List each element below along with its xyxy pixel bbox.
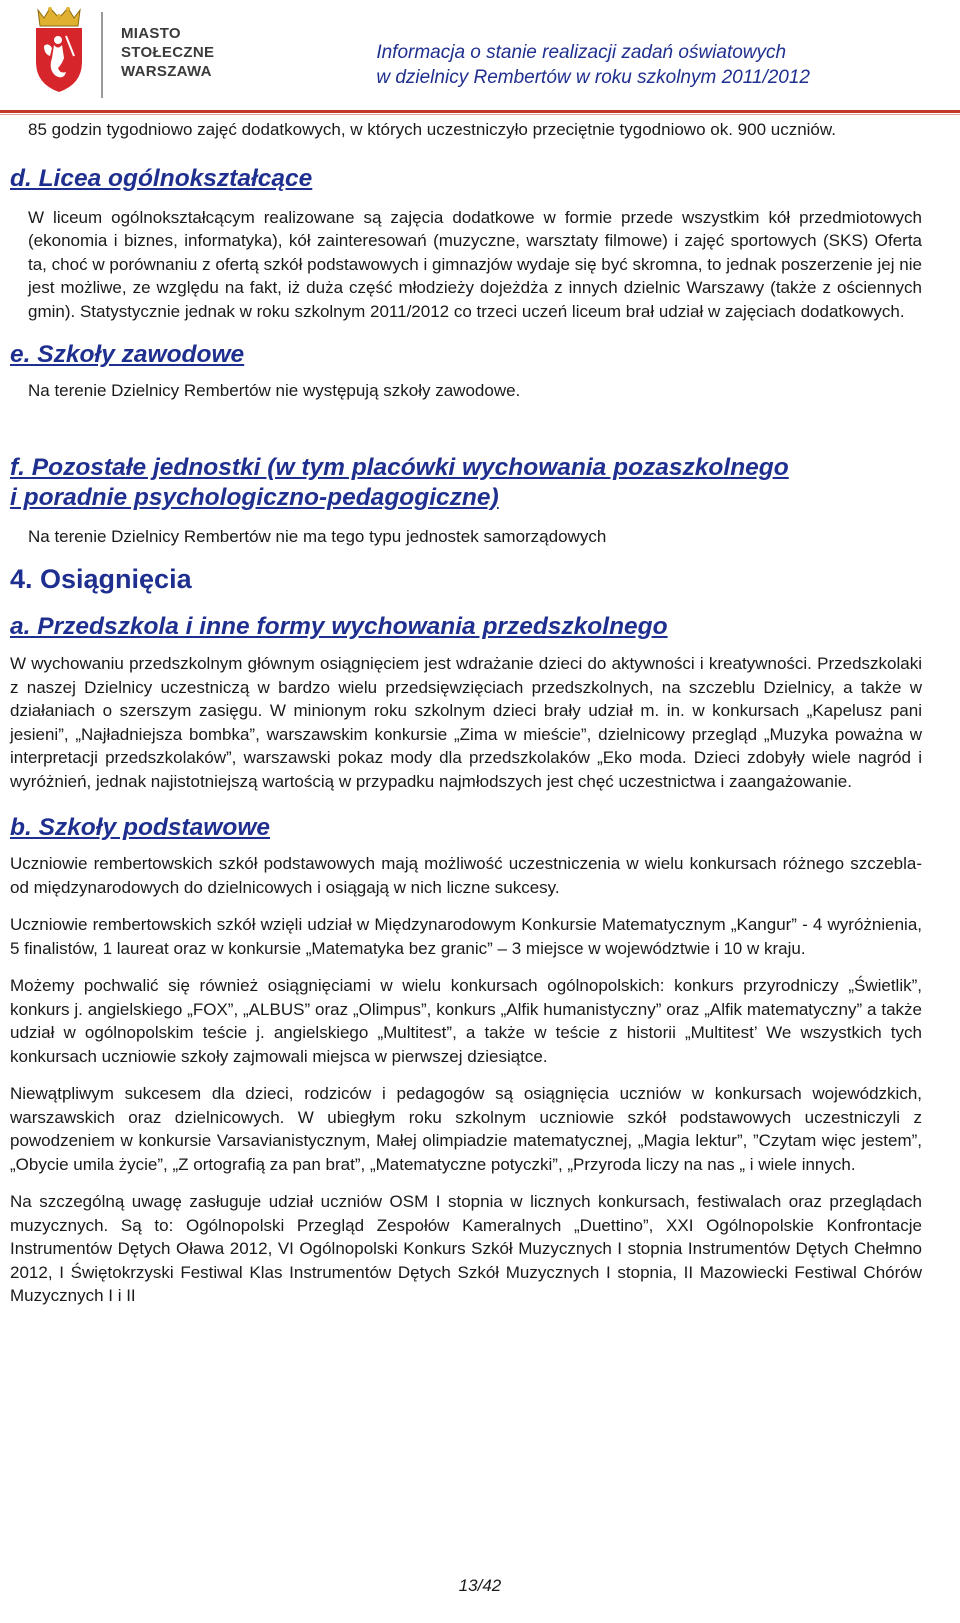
section-d-paragraph: W liceum ogólnokształcącym realizowane są zajęcia dodatkowe w formie przede wszystkim kół przedmiotowych (ekonomia i biznes, informatyka), kół zainteresowań (muzyczne, warsztaty filmowe) i zajęć sportowych (SKS) Oferta ta, choć w porównaniu z ofertą szkół podstawowych i gimnazjów wydaje się być skromna, to jednak poszerzenie jej nie jest możliwe, ze względu na fakt, iż duża część młodzieży dojeżdża z innych dzielnic Warszawy (także z ościennych gmin). Statystycznie jednak w roku szkolnym 2011/2012 co trzeci uczeń liceum brał udział w zajęciach dodatkowych. <box>28 207 922 321</box>
section-b-paragraph-5: Na szczególną uwagę zasługuje udział uczniów OSM I stopnia w licznych konkursach, festiwalach oraz przeglądach muzycznych. Są to: Ogólnopolski Przegląd Zespołów Kameralnych „Duettino”, XXI Ogólnopolskie Konfrontacje Instrumentów Dętych Oława 2012, VI Ogólnopolski Konkurs Szkół Muzycznych I stopnia Instrumentów Dętych Chełmno 2012, I Świętokrzyski Festiwal Klas Instrumentów Dętych Szkół Muzycznych I stopnia, II Mazowiecki Festiwal Chórów Muzycznych I i II <box>10 1192 922 1305</box>
section-d-heading: d. Licea ogólnokształcące <box>10 164 313 192</box>
section-f-heading <box>10 453 922 513</box>
section-b-paragraph-2: Uczniowie rembertowskich szkół wzięli udział w Międzynarodowym Konkursie Matematycznym „Kangur” - 4 wyróżnienia, 5 finalistów, 1 laureat oraz w konkursie „Matematyka bez granic” – 3 miejsce w województwie i 10 w kraju. <box>10 915 922 958</box>
page-content <box>10 118 922 1308</box>
section-b-paragraph-1: Uczniowie rembertowskich szkół podstawowych mają możliwość uczestniczenia w wielu konkursach różnego szczebla- od międzynarodowych do dzielnicowych i osiągają w nich liczne sukcesy. <box>10 854 922 897</box>
section-a-heading: a. Przedszkola i inne formy wychowania przedszkolnego <box>10 613 668 640</box>
document-title <box>376 40 810 90</box>
document-title-line-1: Informacja o stanie realizacji zadań oświatowych <box>376 42 787 63</box>
logo-divider <box>101 12 103 98</box>
page-header <box>0 0 960 108</box>
section-b-paragraph-3: Możemy pochwalić się również osiągnięciami w wielu konkursach ogólnopolskich: konkurs przyrodniczy „Świetlik”, konkurs j. angielskiego „FOX”, „ALBUS” oraz „Olimpus”, konkurs „Alfik humanistyczny” oraz „Alfik matematyczny” a także udział w ogólnopolskim teście j. angielskiego „Multitest”, a także w teście z historii „Multitest’ We wszystkich tych konkursach uczniowie szkoły zajmowali miejsca w pierwszej dziesiątce. <box>10 976 922 1066</box>
page-number: 13/42 <box>458 1576 502 1595</box>
intro-paragraph: 85 godzin tygodniowo zajęć dodatkowych, w których uczestniczyło przeciętnie tygodniowo ok. 900 uczniów. <box>28 120 836 139</box>
section-f-heading-line-1: f. Pozostałe jednostki (w tym placówki wychowania pozaszkolnego <box>10 453 789 481</box>
document-title-line-2: w dzielnicy Rembertów w roku szkolnym 2011/2012 <box>376 67 810 88</box>
header-rule-thin <box>0 114 960 115</box>
section-e-heading: e. Szkoły zawodowe <box>10 341 245 368</box>
logo-wordmark <box>121 24 214 81</box>
warsaw-coat-of-arms-logo <box>28 6 90 94</box>
logo-line: MIASTO <box>121 25 181 42</box>
section-e-paragraph: Na terenie Dzielnicy Rembertów nie występują szkoły zawodowe. <box>28 381 521 400</box>
section-b-heading: b. Szkoły podstawowe <box>10 814 271 841</box>
section-4-heading: 4. Osiągnięcia <box>10 564 192 594</box>
logo-line: WARSZAWA <box>121 63 212 80</box>
logo-line: STOŁECZNE <box>121 44 215 61</box>
section-f-paragraph: Na terenie Dzielnicy Rembertów nie ma tego typu jednostek samorządowych <box>28 526 607 546</box>
header-rule <box>0 110 960 113</box>
section-f-heading-line-2: i poradnie psychologiczno-pedagogiczne) <box>10 483 499 511</box>
section-b-paragraph-4: Niewątpliwym sukcesem dla dzieci, rodziców i pedagogów są osiągnięcia uczniów w konkursach wojewódzkich, warszawskich oraz dzielnicowych. W ubiegłym roku szkolnym uczniowie szkół podstawowych uczestniczyli z powodzeniem w konkursie Varsavianistycznym, Małej olimpiadzie matematycznej, „Magia lektur”, ”Czytam więc jestem”, „Obycie umila życie”, „Z ortografią za pan brat”, „Matematyczne potyczki”, „Przyroda liczy na nas „ i wiele innych. <box>10 1084 922 1174</box>
section-a-paragraph: W wychowaniu przedszkolnym głównym osiągnięciem jest wdrażanie dzieci do aktywności i kreatywności. Przedszkolaki z naszej Dzielnicy uczestniczą w bardzo wielu przedsięwzięciach przedszkolnych, na szczeblu Dzielnicy, a także w działaniach o szerszym zasięgu. W minionym roku szkolnym dzieci brały udział m. in. w konkursach „Kapelusz pani jesieni”, „Najładniejsza bombka”, warszawskim konkursie „Zima w mieście”, dzielnicowy przegląd „Muzyka poważna w interpretacji przedszkolaków”, warszawski pokaz mody dla przedszkolaków „Eko moda. Dzieci zdobyły wiele nagród i wyróżnień, jednak najistotniejszą wartością w przypadku najmłodszych jest chęć uczestnictwa i zaangażowanie. <box>10 654 922 791</box>
